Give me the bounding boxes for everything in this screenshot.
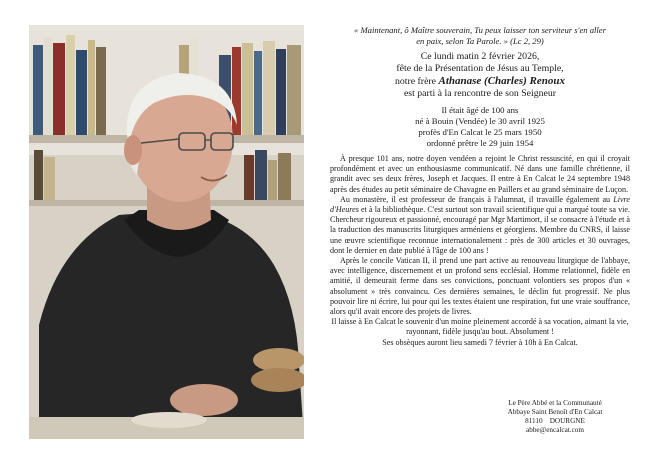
biographical-facts [330,105,630,149]
paragraph-3: Après le concile Vatican II, il prend une part active au renouveau liturgique de l'abbaye, avec intelligence, discernement et un profond sens ecclésial. Homme relationnel, fidèle en amitié, il demeurait ferme dans ses convictions, ponctuant volontiers ses propos d'un « absolument » très convaincu. Ces dernières semaines, le déclin fut progressif. Ne plus pouvoir lire ni écrire, lui pour qui les textes étaient une respiration, fut une vraie souffrance, alors qu'il avait encore des projets de livres. [330,256,630,317]
signature-line-1: Le Père Abbé et la Communauté [508,399,602,407]
paragraph-5: Ses obsèques auront lieu samedi 7 février à 10h à En Calcat. [382,337,578,347]
signature-line-2: Abbaye Saint Benoît d'En Calcat [507,408,603,416]
fact-ordination: ordonné prêtre le 29 juin 1954 [426,138,534,148]
signature-block [480,399,630,435]
signature-line-3: 81110 DOURGNE [525,417,585,425]
announcement-feast: fête de la Présentation de Jésus au Temple, [396,63,564,74]
quote-line-2: en paix, selon Ta Parole. » (Lc 2, 29) [416,36,544,46]
deceased-name: Athanase (Charles) Renoux [438,75,566,87]
announcement-date: Ce lundi matin 2 février 2026, [420,51,540,62]
fact-profession: profès d'En Calcat le 25 mars 1950 [418,127,542,137]
paragraph-4: Il laisse à En Calcat le souvenir d'un moine pleinement accordé à sa vocation, aimant la vie, rayonnant, fidèle jusqu'au bout. Absolument ! [331,317,629,337]
paragraph-2-a: Au monastère, il est professeur de français à l'alumnat, il travaille également au [340,194,614,204]
book-title: Livre d'Heures [330,194,630,215]
quote-line-1: « Maintenant, ô Maître souverain, Tu peux laisser ton serviteur s'en aller [354,25,606,35]
paragraph-2-b: et à la bibliothèque. C'est surtout son travail scientifique qui a marqué toute sa vie. Chercheur rigoureux et passionné, encouragé par Mgr Martimort, il se consacre à l'étude et à la traduction des manuscrits liturgiques arméniens et géorgiens. Membre du CNRS, il laisse une œuvre scientifique reconnue internationalement : près de 300 articles et 30 ouvrages, dont le dernier en date publié à l'âge de 100 ans ! [330,205,630,255]
announcement-name-line [330,75,630,88]
paragraph-2 [330,195,630,256]
obituary-body [330,154,630,348]
fact-birth: né à Bouin (Vendée) le 30 avril 1925 [415,116,545,126]
signature-email: abbe@encalcat.com [526,426,584,434]
announcement [330,51,630,100]
obituary-text-column [330,25,630,445]
name-prefix: notre frère [394,76,439,87]
fact-age: Il était âgé de 100 ans [441,105,519,115]
announcement-departure: est parti à la rencontre de son Seigneur [403,88,557,99]
portrait-photo [29,25,304,439]
portrait-illustration [29,25,304,439]
paragraph-1: À presque 101 ans, notre doyen vendéen a rejoint le Christ ressuscité, en qui il croyait profondément et avec un enthousiasme communicatif. Né dans une famille chrétienne, il grandit avec ses deux frères, Joseph et Jacques. Il entre à En Calcat le 24 septembre 1948 après des études au petit séminaire de Chavagne en Paillers et au grand séminaire de Luçon. [330,154,630,194]
scripture-quote [330,25,630,47]
